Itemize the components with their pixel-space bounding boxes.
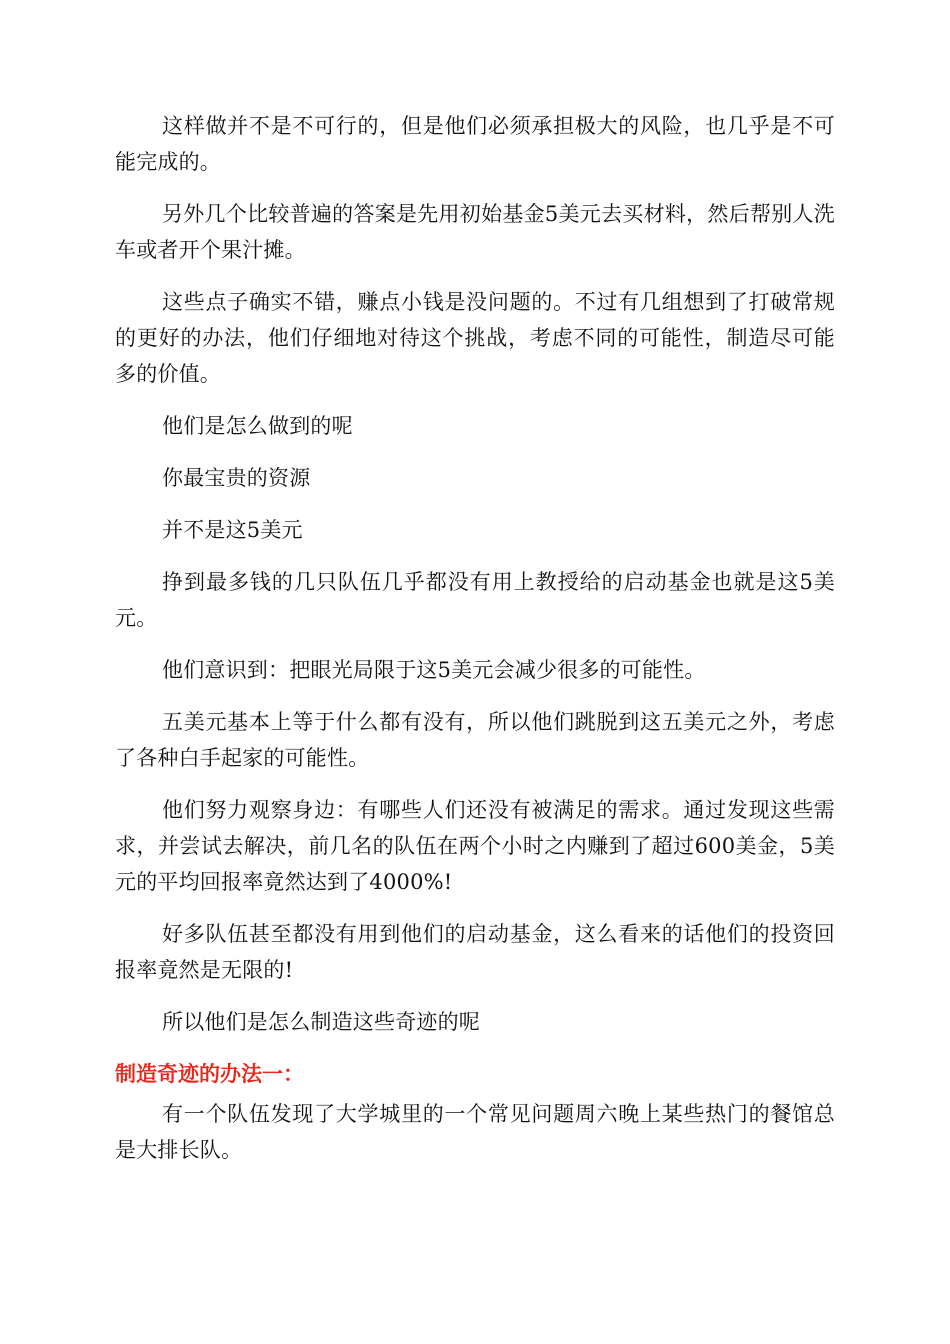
paragraph-how-miracles: 所以他们是怎么制造这些奇迹的呢 (162, 1010, 480, 1034)
paragraph-infinite-return: 好多队伍甚至都没有用到他们的启动基金，这么看来的话他们的投资回报率竟然是无限的! (115, 922, 835, 982)
paragraph-realized: 他们意识到：把眼光局限于这5美元会减少很多的可能性。 (162, 658, 706, 682)
paragraph-most-valuable-resource: 你最宝贵的资源 (162, 466, 311, 490)
document-body (115, 108, 835, 1168)
paragraph-restaurant-queue: 有一个队伍发现了大学城里的一个常见问题周六晚上某些热门的餐馆总是大排长队。 (115, 1102, 835, 1162)
paragraph-common-answers: 另外几个比较普遍的答案是先用初始基金5美元去买材料，然后帮别人洗车或者开个果汁摊。 (115, 202, 835, 262)
paragraph-beyond-five-dollars: 五美元基本上等于什么都有没有，所以他们跳脱到这五美元之外，考虑了各种白手起家的可能性。 (115, 710, 835, 770)
paragraph-better-ideas: 这些点子确实不错，赚点小钱是没问题的。不过有几组想到了打破常规的更好的办法，他们仔细地对待这个挑战，考虑不同的可能性，制造尽可能多的价值。 (115, 290, 835, 386)
paragraph-top-teams: 挣到最多钱的几只队伍几乎都没有用上教授给的启动基金也就是这5美元。 (115, 570, 835, 630)
paragraph-how-did-they: 他们是怎么做到的呢 (162, 414, 353, 438)
paragraph-risk: 这样做并不是不可行的，但是他们必须承担极大的风险，也几乎是不可能完成的。 (115, 114, 835, 174)
section-heading: 制造奇迹的办法一： (115, 1062, 304, 1086)
paragraph-unmet-needs: 他们努力观察身边：有哪些人们还没有被满足的需求。通过发现这些需求，并尝试去解决，前几名的队伍在两个小时之内赚到了超过600美金，5美元的平均回报率竟然达到了4000%! (115, 798, 835, 894)
paragraph-not-five-dollars: 并不是这5美元 (162, 518, 303, 542)
